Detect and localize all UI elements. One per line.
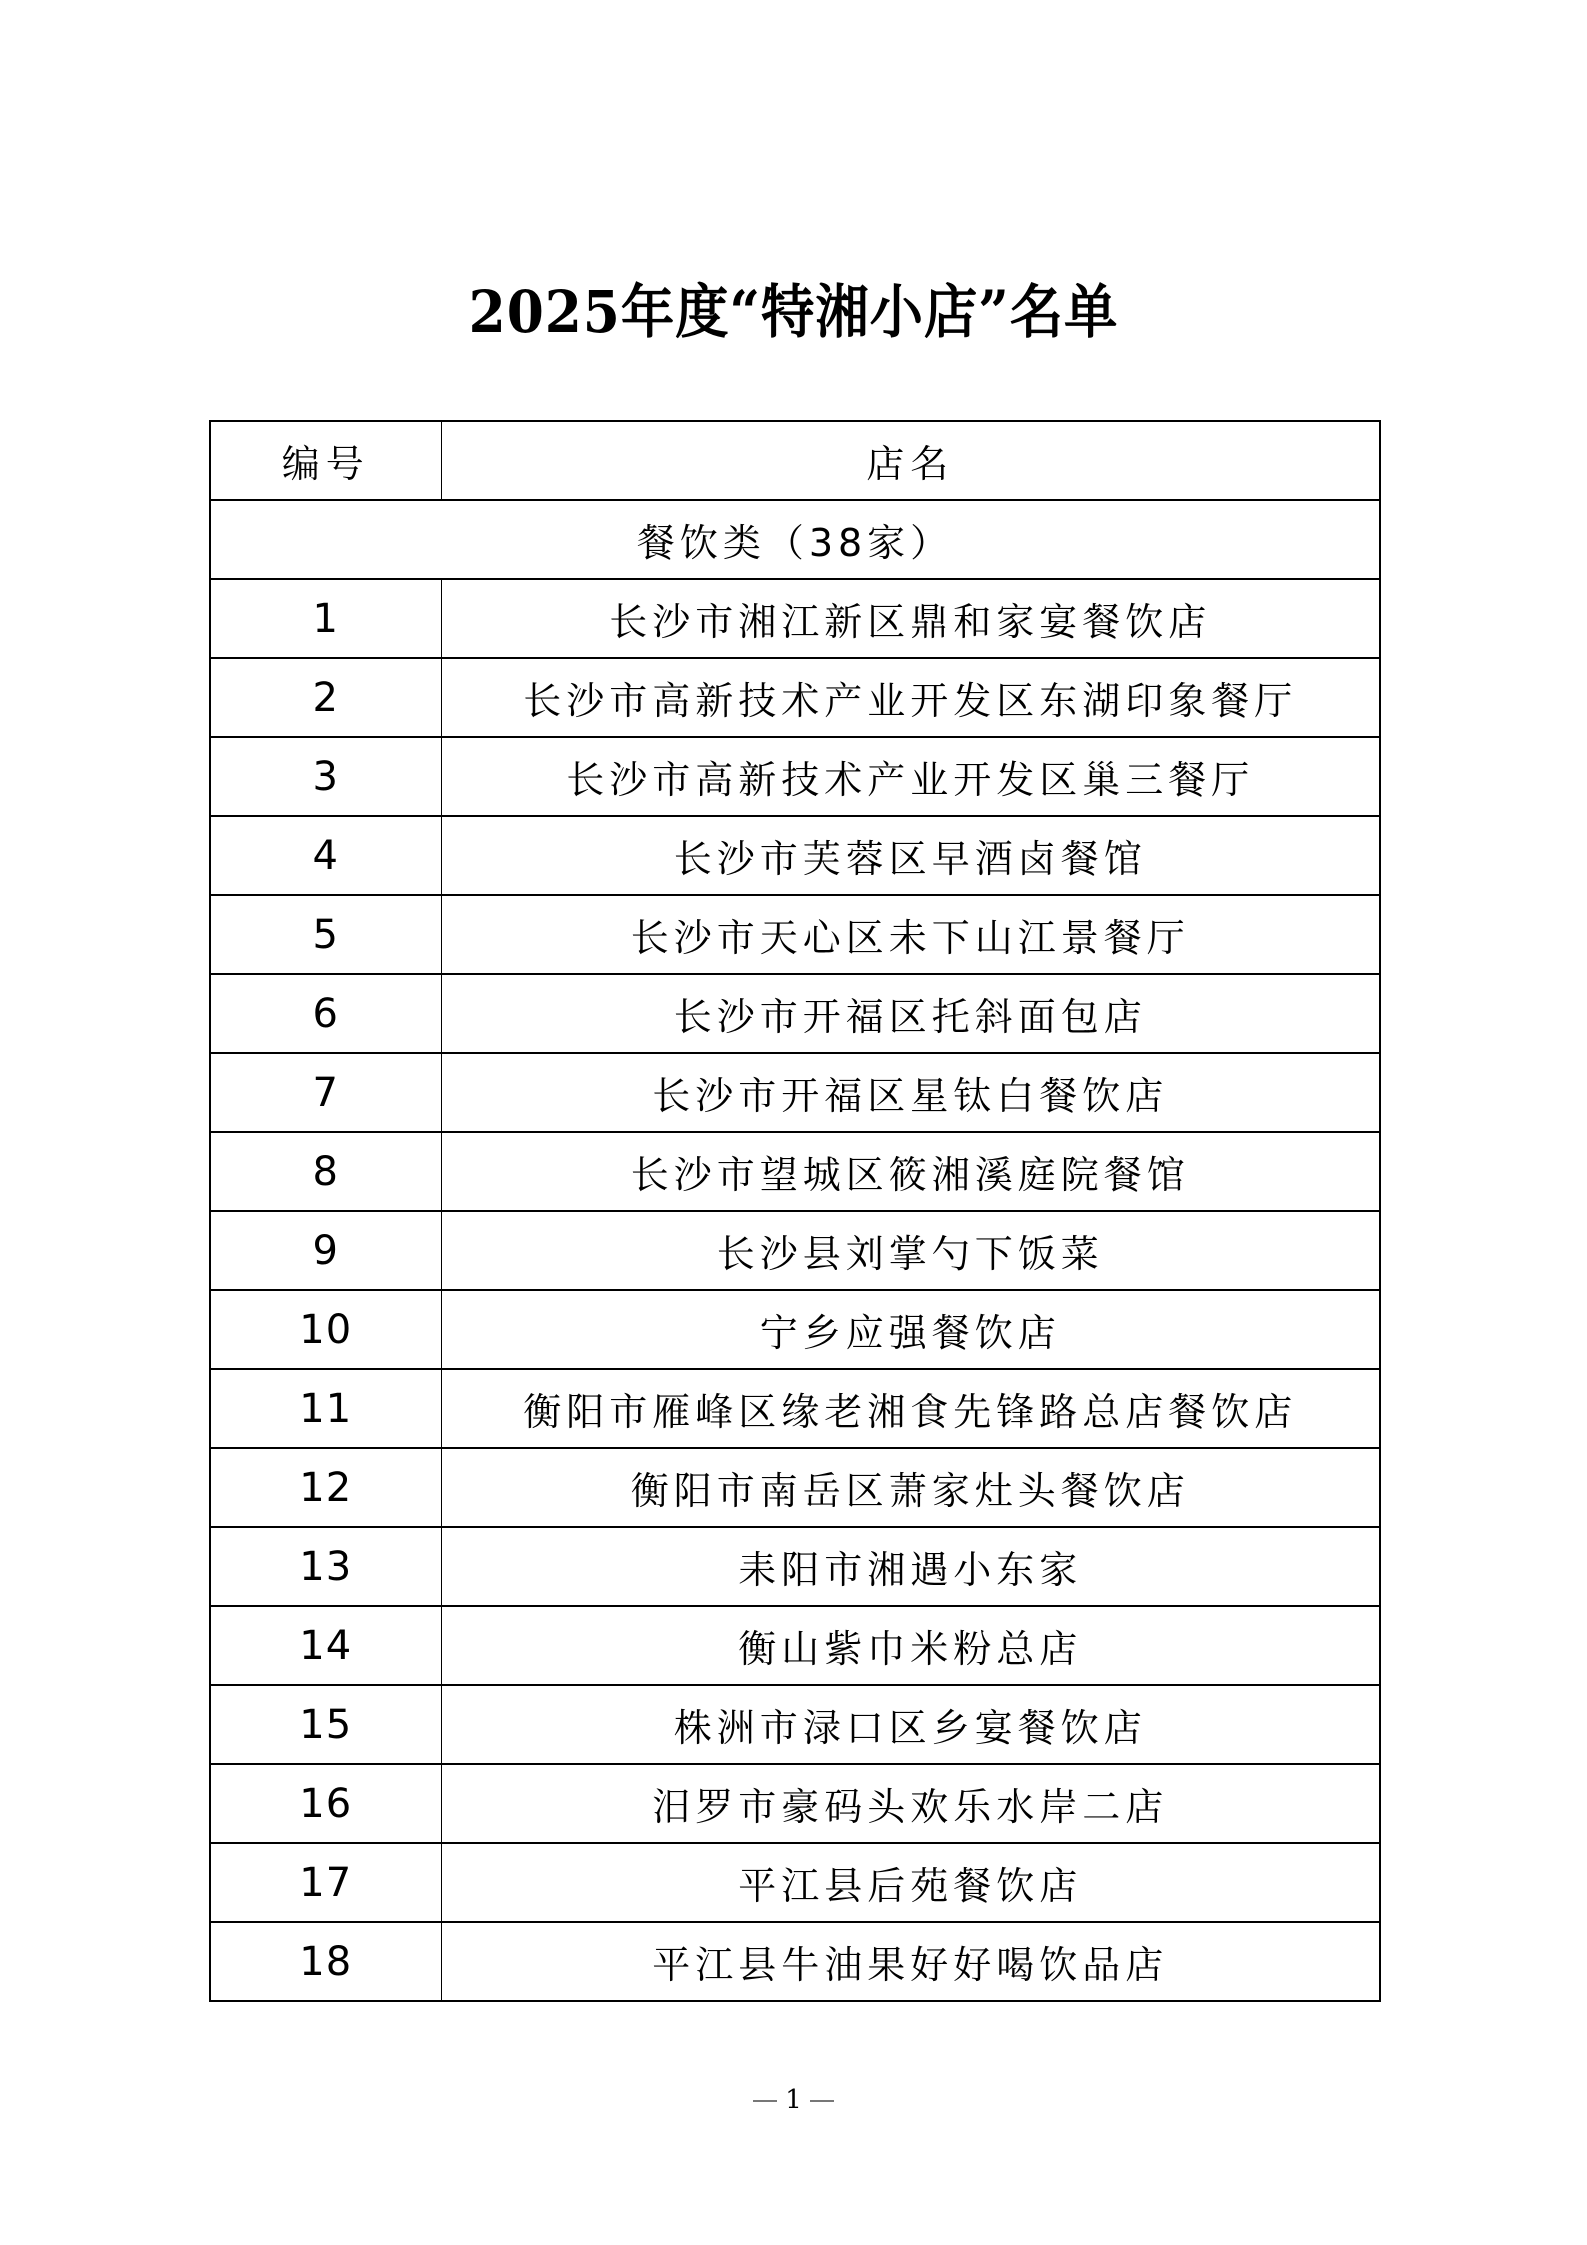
row-shop-name: 长沙市高新技术产业开发区东湖印象餐厅 xyxy=(441,658,1380,737)
row-number: 1 xyxy=(210,579,441,658)
table-row xyxy=(210,1764,1380,1843)
table-row xyxy=(210,1922,1380,2001)
table-row xyxy=(210,895,1380,974)
page-number: 1 xyxy=(785,2085,802,2115)
table-row xyxy=(210,737,1380,816)
header-name: 店名 xyxy=(441,421,1380,500)
table-row xyxy=(210,974,1380,1053)
header-number: 编号 xyxy=(210,421,441,500)
row-number: 7 xyxy=(210,1053,441,1132)
row-number: 18 xyxy=(210,1922,441,2001)
row-number: 5 xyxy=(210,895,441,974)
row-shop-name: 长沙市芙蓉区早酒卤餐馆 xyxy=(441,816,1380,895)
table-row xyxy=(210,1843,1380,1922)
row-shop-name: 长沙市望城区筱湘溪庭院餐馆 xyxy=(441,1132,1380,1211)
row-number: 8 xyxy=(210,1132,441,1211)
row-shop-name: 长沙市湘江新区鼎和家宴餐饮店 xyxy=(441,579,1380,658)
row-shop-name: 长沙市天心区未下山江景餐厅 xyxy=(441,895,1380,974)
dash-left xyxy=(753,2100,777,2102)
row-number: 17 xyxy=(210,1843,441,1922)
row-number: 10 xyxy=(210,1290,441,1369)
row-shop-name: 长沙市开福区星钛白餐饮店 xyxy=(441,1053,1380,1132)
row-number: 2 xyxy=(210,658,441,737)
table-row xyxy=(210,1685,1380,1764)
document-title: 2025年度“特湘小店”名单 xyxy=(468,278,1119,346)
row-number: 9 xyxy=(210,1211,441,1290)
row-shop-name: 衡山紫巾米粉总店 xyxy=(441,1606,1380,1685)
table-row xyxy=(210,1211,1380,1290)
category-row xyxy=(210,500,1380,579)
table-row xyxy=(210,1606,1380,1685)
row-number: 12 xyxy=(210,1448,441,1527)
page-footer xyxy=(0,2085,1587,2115)
table-row xyxy=(210,1053,1380,1132)
category-label: 餐饮类（38家） xyxy=(210,500,1380,579)
row-number: 13 xyxy=(210,1527,441,1606)
table-row xyxy=(210,1290,1380,1369)
row-shop-name: 长沙县刘掌勺下饭菜 xyxy=(441,1211,1380,1290)
row-number: 16 xyxy=(210,1764,441,1843)
row-number: 3 xyxy=(210,737,441,816)
row-shop-name: 耒阳市湘遇小东家 xyxy=(441,1527,1380,1606)
row-number: 14 xyxy=(210,1606,441,1685)
table-row xyxy=(210,816,1380,895)
row-number: 15 xyxy=(210,1685,441,1764)
row-shop-name: 长沙市高新技术产业开发区巢三餐厅 xyxy=(441,737,1380,816)
row-shop-name: 长沙市开福区托斜面包店 xyxy=(441,974,1380,1053)
table-row xyxy=(210,658,1380,737)
table-row xyxy=(210,579,1380,658)
row-shop-name: 衡阳市雁峰区缘老湘食先锋路总店餐饮店 xyxy=(441,1369,1380,1448)
row-shop-name: 平江县牛油果好好喝饮品店 xyxy=(441,1922,1380,2001)
row-number: 11 xyxy=(210,1369,441,1448)
row-shop-name: 宁乡应强餐饮店 xyxy=(441,1290,1380,1369)
shop-list-table xyxy=(209,420,1381,2002)
row-number: 4 xyxy=(210,816,441,895)
table-row xyxy=(210,1132,1380,1211)
row-shop-name: 平江县后苑餐饮店 xyxy=(441,1843,1380,1922)
table-row xyxy=(210,1527,1380,1606)
dash-right xyxy=(810,2100,834,2102)
row-number: 6 xyxy=(210,974,441,1053)
table-row xyxy=(210,1369,1380,1448)
row-shop-name: 衡阳市南岳区萧家灶头餐饮店 xyxy=(441,1448,1380,1527)
table-row xyxy=(210,1448,1380,1527)
row-shop-name: 汨罗市豪码头欢乐水岸二店 xyxy=(441,1764,1380,1843)
table-header-row xyxy=(210,421,1380,500)
row-shop-name: 株洲市渌口区乡宴餐饮店 xyxy=(441,1685,1380,1764)
